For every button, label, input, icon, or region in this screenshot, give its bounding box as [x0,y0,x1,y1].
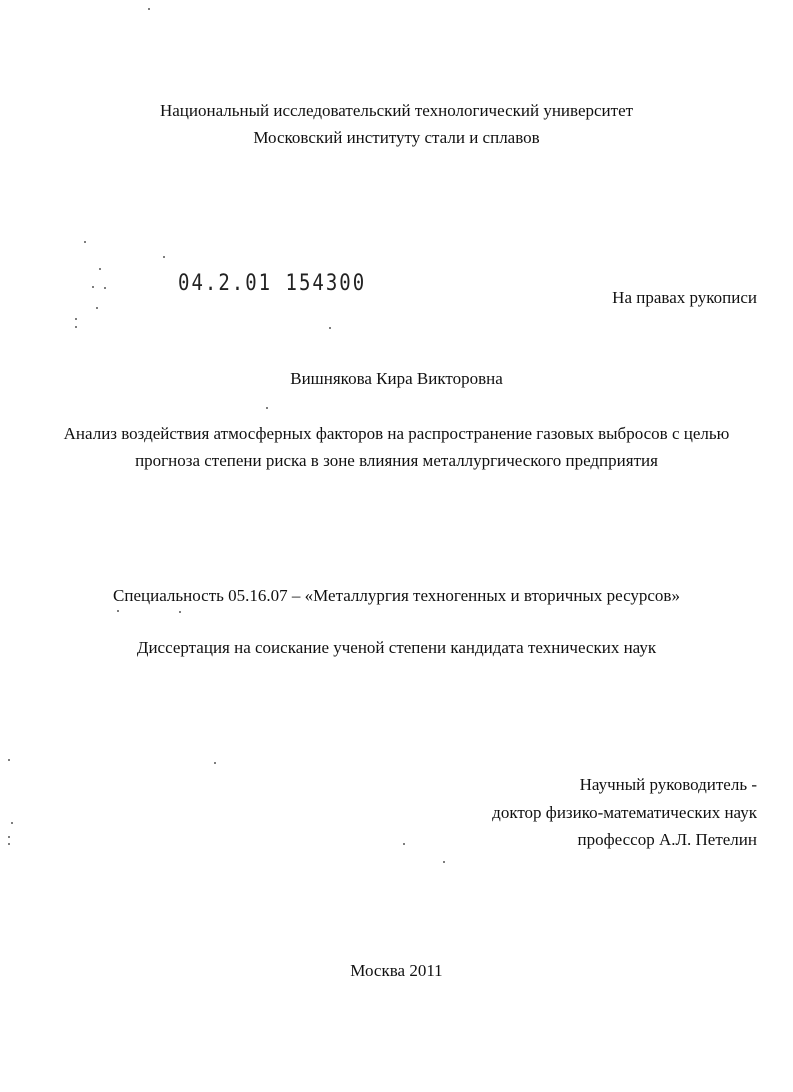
scan-speck [403,843,405,845]
scan-speck [84,241,86,243]
scan-speck [96,307,98,309]
scan-speck [104,287,106,289]
supervisor-degree: доктор физико-математических наук [492,803,757,822]
thesis-title-line-1: Анализ воздействия атмосферных факторов на распространение газовых выбросов с целью [63,424,730,443]
degree-statement: Диссертация на соискание ученой степени кандидата технических наук [136,638,657,657]
manuscript-note: На правах рукописи [612,288,757,307]
scan-speck [266,407,268,409]
scan-speck [99,268,101,270]
city-year: Москва 2011 [350,961,443,980]
university-name: Национальный исследовательский технологический университет [159,101,634,120]
scan-speck [8,759,10,761]
scan-speck [75,326,77,328]
supervisor-name: профессор А.Л. Петелин [577,830,757,849]
registration-stamp: 04.2.01 154300 [178,270,367,296]
scan-speck [8,843,10,845]
scan-speck [329,327,331,329]
scan-speck [117,610,119,612]
scan-speck [8,836,10,838]
scan-speck [11,822,13,824]
institute-name: Московский институту стали и сплавов [253,128,540,147]
thesis-title-line-2: прогноза степени риска в зоне влияния металлургического предприятия [135,451,658,470]
scan-speck [443,861,445,863]
supervisor-role: Научный руководитель - [579,775,757,794]
specialty: Специальность 05.16.07 – «Металлургия техногенных и вторичных ресурсов» [113,586,680,605]
scan-speck [214,762,216,764]
scan-speck [163,256,165,258]
scan-speck [148,8,150,10]
author-name: Вишнякова Кира Викторовна [290,369,503,388]
scan-speck [92,286,94,288]
scan-speck [179,611,181,613]
scan-speck [75,318,77,320]
